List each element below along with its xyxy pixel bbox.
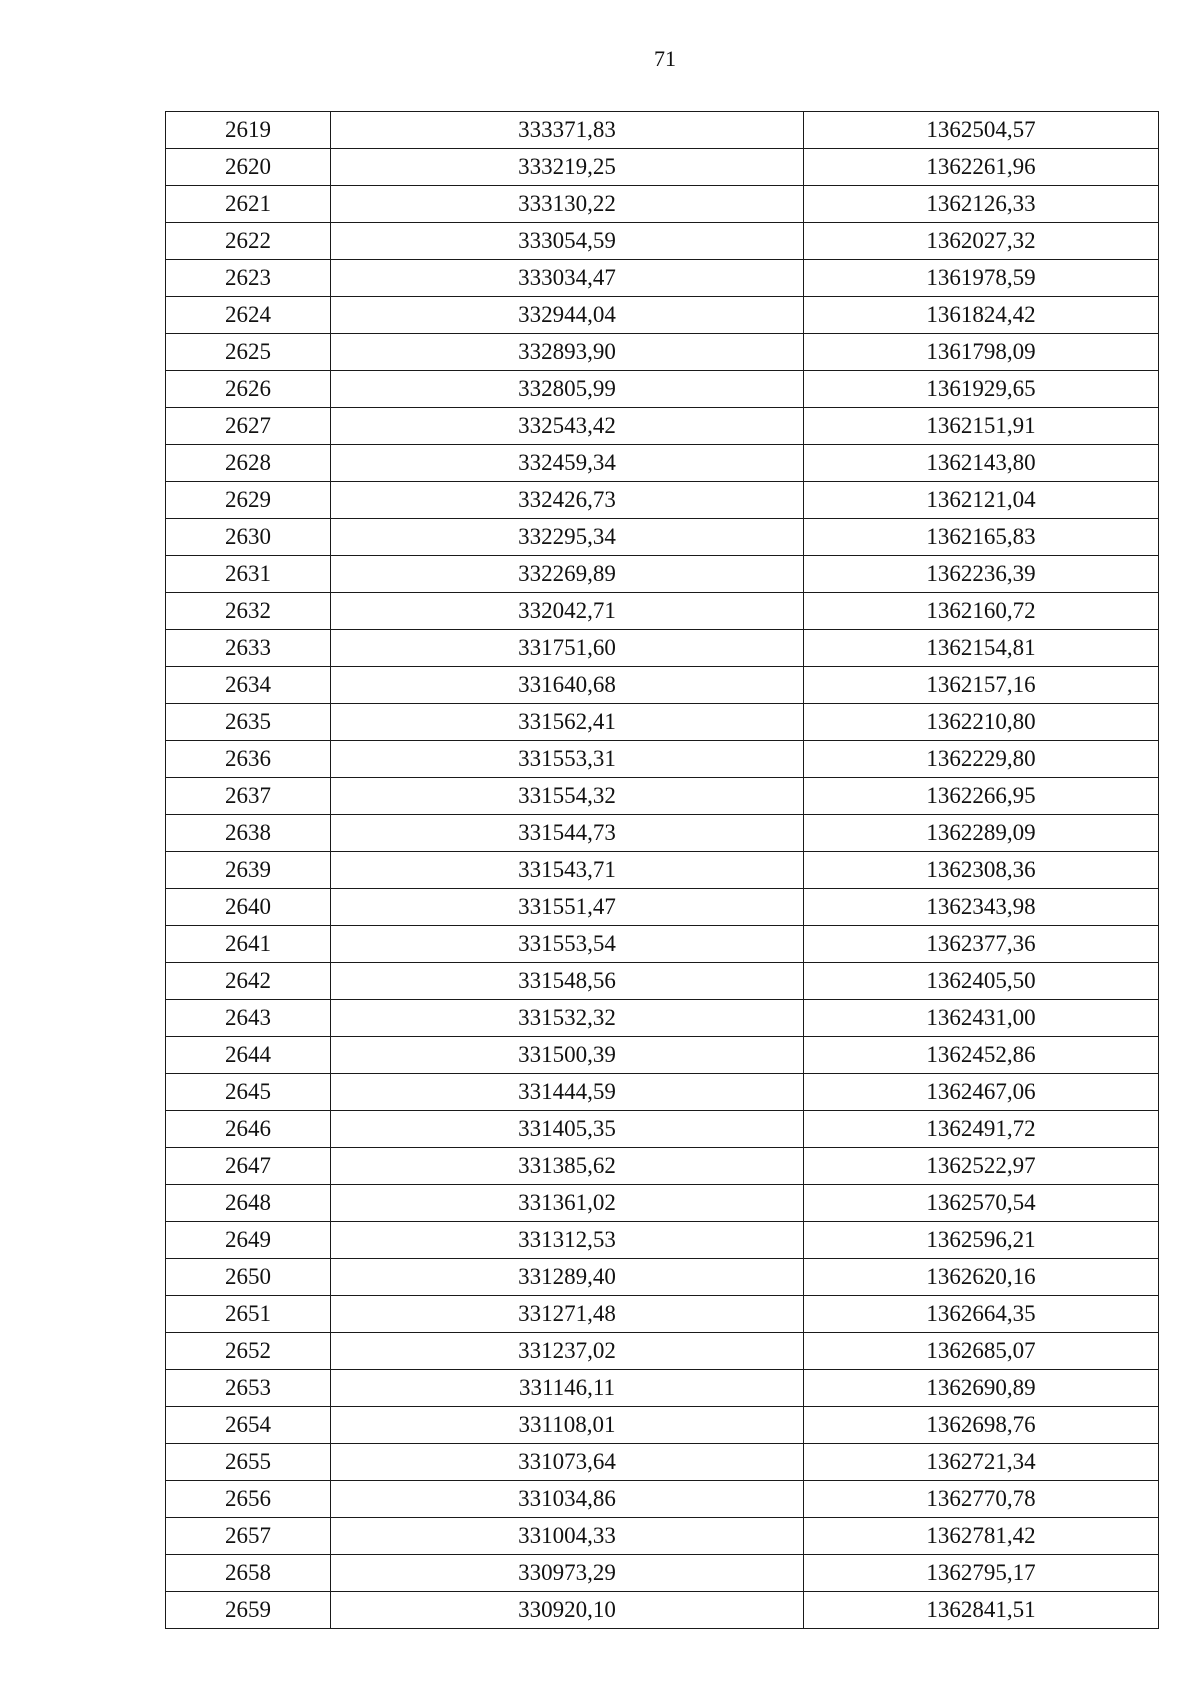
- y-coordinate-cell: 1362685,07: [804, 1333, 1159, 1370]
- x-coordinate-cell: 331405,35: [331, 1111, 804, 1148]
- table-row: [166, 1074, 1159, 1111]
- point-number-cell: 2631: [166, 556, 331, 593]
- y-coordinate-cell: 1361798,09: [804, 334, 1159, 371]
- y-coordinate-cell: 1362596,21: [804, 1222, 1159, 1259]
- point-number-cell: 2635: [166, 704, 331, 741]
- table-row: [166, 1111, 1159, 1148]
- table-row: [166, 1037, 1159, 1074]
- point-number-cell: 2628: [166, 445, 331, 482]
- point-number-cell: 2642: [166, 963, 331, 1000]
- x-coordinate-cell: 332269,89: [331, 556, 804, 593]
- y-coordinate-cell: 1362522,97: [804, 1148, 1159, 1185]
- y-coordinate-cell: 1362721,34: [804, 1444, 1159, 1481]
- point-number-cell: 2639: [166, 852, 331, 889]
- y-coordinate-cell: 1362405,50: [804, 963, 1159, 1000]
- x-coordinate-cell: 331361,02: [331, 1185, 804, 1222]
- y-coordinate-cell: 1362210,80: [804, 704, 1159, 741]
- table-row: [166, 297, 1159, 334]
- point-number-cell: 2634: [166, 667, 331, 704]
- x-coordinate-cell: 331312,53: [331, 1222, 804, 1259]
- table-row: [166, 630, 1159, 667]
- y-coordinate-cell: 1362467,06: [804, 1074, 1159, 1111]
- y-coordinate-cell: 1362157,16: [804, 667, 1159, 704]
- y-coordinate-cell: 1362664,35: [804, 1296, 1159, 1333]
- point-number-cell: 2654: [166, 1407, 331, 1444]
- table-row: [166, 593, 1159, 630]
- table-row: [166, 260, 1159, 297]
- y-coordinate-cell: 1362126,33: [804, 186, 1159, 223]
- table-row: [166, 1592, 1159, 1629]
- x-coordinate-cell: 331562,41: [331, 704, 804, 741]
- point-number-cell: 2636: [166, 741, 331, 778]
- table-row: [166, 1518, 1159, 1555]
- y-coordinate-cell: 1362261,96: [804, 149, 1159, 186]
- x-coordinate-cell: 331551,47: [331, 889, 804, 926]
- table-row: [166, 1222, 1159, 1259]
- coordinates-table: [165, 111, 1159, 1629]
- x-coordinate-cell: 331751,60: [331, 630, 804, 667]
- point-number-cell: 2655: [166, 1444, 331, 1481]
- table-row: [166, 704, 1159, 741]
- point-number-cell: 2624: [166, 297, 331, 334]
- x-coordinate-cell: 331500,39: [331, 1037, 804, 1074]
- y-coordinate-cell: 1362266,95: [804, 778, 1159, 815]
- x-coordinate-cell: 331544,73: [331, 815, 804, 852]
- x-coordinate-cell: 331271,48: [331, 1296, 804, 1333]
- point-number-cell: 2647: [166, 1148, 331, 1185]
- y-coordinate-cell: 1362308,36: [804, 852, 1159, 889]
- y-coordinate-cell: 1362452,86: [804, 1037, 1159, 1074]
- point-number-cell: 2622: [166, 223, 331, 260]
- point-number-cell: 2626: [166, 371, 331, 408]
- table-row: [166, 852, 1159, 889]
- point-number-cell: 2633: [166, 630, 331, 667]
- point-number-cell: 2637: [166, 778, 331, 815]
- x-coordinate-cell: 332426,73: [331, 482, 804, 519]
- y-coordinate-cell: 1362289,09: [804, 815, 1159, 852]
- x-coordinate-cell: 331553,31: [331, 741, 804, 778]
- y-coordinate-cell: 1362236,39: [804, 556, 1159, 593]
- table-row: [166, 371, 1159, 408]
- x-coordinate-cell: 333371,83: [331, 112, 804, 149]
- table-row: [166, 1333, 1159, 1370]
- y-coordinate-cell: 1362143,80: [804, 445, 1159, 482]
- table-row: [166, 1185, 1159, 1222]
- x-coordinate-cell: 332042,71: [331, 593, 804, 630]
- table-row: [166, 1444, 1159, 1481]
- point-number-cell: 2645: [166, 1074, 331, 1111]
- x-coordinate-cell: 331543,71: [331, 852, 804, 889]
- y-coordinate-cell: 1362570,54: [804, 1185, 1159, 1222]
- y-coordinate-cell: 1362160,72: [804, 593, 1159, 630]
- point-number-cell: 2638: [166, 815, 331, 852]
- point-number-cell: 2651: [166, 1296, 331, 1333]
- y-coordinate-cell: 1362343,98: [804, 889, 1159, 926]
- table-row: [166, 556, 1159, 593]
- point-number-cell: 2643: [166, 1000, 331, 1037]
- table-row: [166, 741, 1159, 778]
- x-coordinate-cell: 333034,47: [331, 260, 804, 297]
- x-coordinate-cell: 333054,59: [331, 223, 804, 260]
- table-row: [166, 889, 1159, 926]
- x-coordinate-cell: 331385,62: [331, 1148, 804, 1185]
- point-number-cell: 2625: [166, 334, 331, 371]
- table-row: [166, 778, 1159, 815]
- y-coordinate-cell: 1362770,78: [804, 1481, 1159, 1518]
- y-coordinate-cell: 1361978,59: [804, 260, 1159, 297]
- y-coordinate-cell: 1362781,42: [804, 1518, 1159, 1555]
- x-coordinate-cell: 333130,22: [331, 186, 804, 223]
- table-row: [166, 149, 1159, 186]
- y-coordinate-cell: 1362431,00: [804, 1000, 1159, 1037]
- y-coordinate-cell: 1362491,72: [804, 1111, 1159, 1148]
- x-coordinate-cell: 332805,99: [331, 371, 804, 408]
- x-coordinate-cell: 331548,56: [331, 963, 804, 1000]
- x-coordinate-cell: 331108,01: [331, 1407, 804, 1444]
- page-number: 71: [654, 46, 676, 71]
- x-coordinate-cell: 331073,64: [331, 1444, 804, 1481]
- x-coordinate-cell: 331554,32: [331, 778, 804, 815]
- y-coordinate-cell: 1362165,83: [804, 519, 1159, 556]
- x-coordinate-cell: 332893,90: [331, 334, 804, 371]
- table-row: [166, 1555, 1159, 1592]
- y-coordinate-cell: 1362229,80: [804, 741, 1159, 778]
- table-row: [166, 1000, 1159, 1037]
- table-row: [166, 223, 1159, 260]
- coordinates-table-body: [166, 112, 1159, 1629]
- point-number-cell: 2632: [166, 593, 331, 630]
- point-number-cell: 2657: [166, 1518, 331, 1555]
- y-coordinate-cell: 1362151,91: [804, 408, 1159, 445]
- table-row: [166, 1259, 1159, 1296]
- point-number-cell: 2650: [166, 1259, 331, 1296]
- y-coordinate-cell: 1362698,76: [804, 1407, 1159, 1444]
- table-row: [166, 1296, 1159, 1333]
- y-coordinate-cell: 1362121,04: [804, 482, 1159, 519]
- point-number-cell: 2644: [166, 1037, 331, 1074]
- point-number-cell: 2630: [166, 519, 331, 556]
- x-coordinate-cell: 330973,29: [331, 1555, 804, 1592]
- y-coordinate-cell: 1362795,17: [804, 1555, 1159, 1592]
- point-number-cell: 2659: [166, 1592, 331, 1629]
- x-coordinate-cell: 332459,34: [331, 445, 804, 482]
- point-number-cell: 2652: [166, 1333, 331, 1370]
- table-row: [166, 482, 1159, 519]
- point-number-cell: 2627: [166, 408, 331, 445]
- y-coordinate-cell: 1362154,81: [804, 630, 1159, 667]
- table-row: [166, 1148, 1159, 1185]
- x-coordinate-cell: 332295,34: [331, 519, 804, 556]
- x-coordinate-cell: 331004,33: [331, 1518, 804, 1555]
- x-coordinate-cell: 332543,42: [331, 408, 804, 445]
- x-coordinate-cell: 332944,04: [331, 297, 804, 334]
- y-coordinate-cell: 1361929,65: [804, 371, 1159, 408]
- point-number-cell: 2619: [166, 112, 331, 149]
- point-number-cell: 2621: [166, 186, 331, 223]
- table-row: [166, 445, 1159, 482]
- table-row: [166, 926, 1159, 963]
- x-coordinate-cell: 331146,11: [331, 1370, 804, 1407]
- y-coordinate-cell: 1362027,32: [804, 223, 1159, 260]
- point-number-cell: 2620: [166, 149, 331, 186]
- x-coordinate-cell: 331640,68: [331, 667, 804, 704]
- table-row: [166, 112, 1159, 149]
- y-coordinate-cell: 1362377,36: [804, 926, 1159, 963]
- y-coordinate-cell: 1362504,57: [804, 112, 1159, 149]
- x-coordinate-cell: 330920,10: [331, 1592, 804, 1629]
- y-coordinate-cell: 1362690,89: [804, 1370, 1159, 1407]
- y-coordinate-cell: 1361824,42: [804, 297, 1159, 334]
- y-coordinate-cell: 1362841,51: [804, 1592, 1159, 1629]
- table-row: [166, 1481, 1159, 1518]
- table-row: [166, 1370, 1159, 1407]
- point-number-cell: 2629: [166, 482, 331, 519]
- x-coordinate-cell: 331237,02: [331, 1333, 804, 1370]
- point-number-cell: 2658: [166, 1555, 331, 1592]
- table-row: [166, 815, 1159, 852]
- table-row: [166, 519, 1159, 556]
- table-row: [166, 408, 1159, 445]
- point-number-cell: 2640: [166, 889, 331, 926]
- y-coordinate-cell: 1362620,16: [804, 1259, 1159, 1296]
- point-number-cell: 2646: [166, 1111, 331, 1148]
- x-coordinate-cell: 331532,32: [331, 1000, 804, 1037]
- x-coordinate-cell: 331444,59: [331, 1074, 804, 1111]
- point-number-cell: 2653: [166, 1370, 331, 1407]
- table-row: [166, 334, 1159, 371]
- x-coordinate-cell: 333219,25: [331, 149, 804, 186]
- point-number-cell: 2623: [166, 260, 331, 297]
- x-coordinate-cell: 331553,54: [331, 926, 804, 963]
- x-coordinate-cell: 331289,40: [331, 1259, 804, 1296]
- point-number-cell: 2641: [166, 926, 331, 963]
- table-row: [166, 1407, 1159, 1444]
- x-coordinate-cell: 331034,86: [331, 1481, 804, 1518]
- table-row: [166, 963, 1159, 1000]
- point-number-cell: 2656: [166, 1481, 331, 1518]
- point-number-cell: 2648: [166, 1185, 331, 1222]
- point-number-cell: 2649: [166, 1222, 331, 1259]
- table-row: [166, 667, 1159, 704]
- table-row: [166, 186, 1159, 223]
